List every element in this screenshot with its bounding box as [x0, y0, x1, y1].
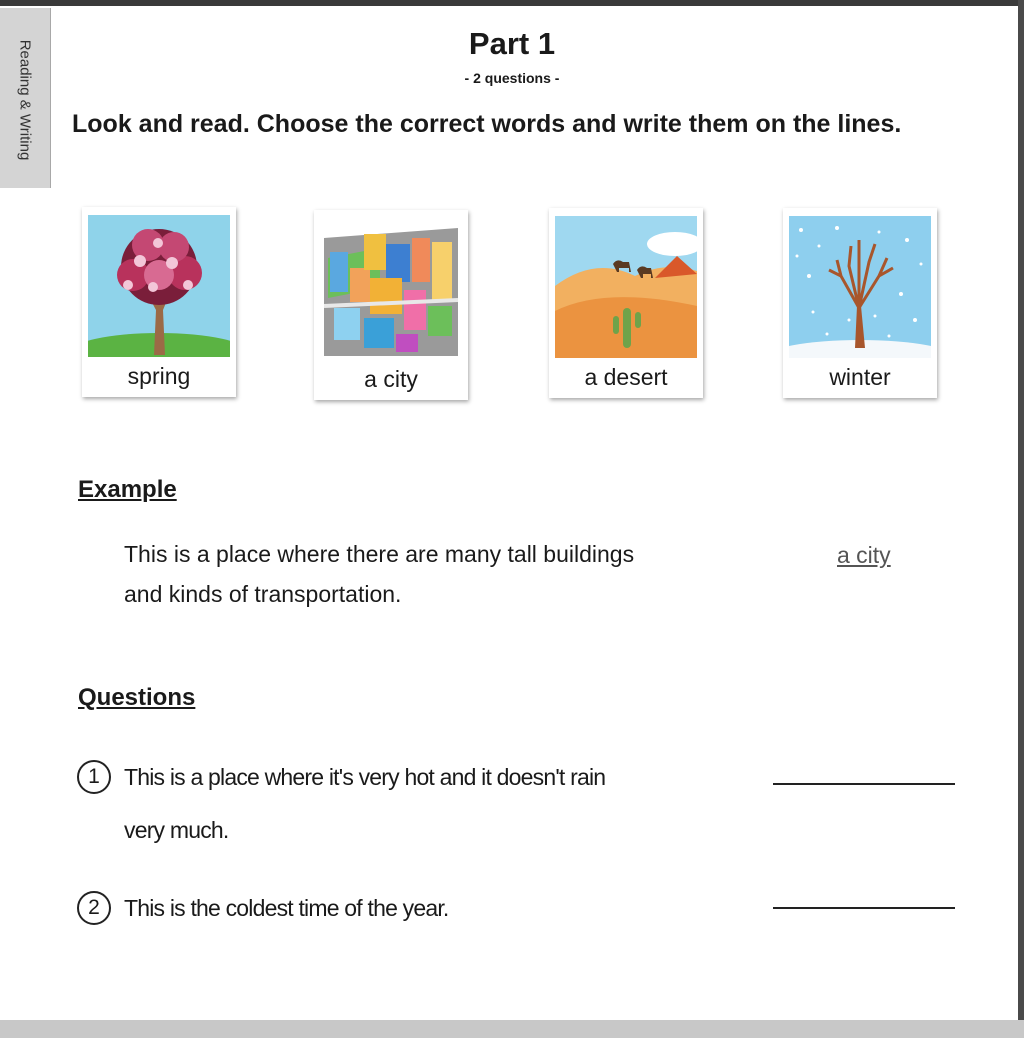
picture-card-city	[314, 210, 468, 400]
part-title: Part 1	[468, 26, 556, 61]
right-rule	[1018, 0, 1024, 1038]
card-label: a desert	[584, 364, 668, 390]
question-1-line1: This is a place where it's very hot and it doesn't rain	[124, 764, 606, 790]
bottom-bar	[0, 1020, 1024, 1038]
example-answer: a city	[837, 542, 891, 568]
example-heading: Example	[78, 476, 177, 503]
picture-card-spring	[82, 207, 236, 397]
instruction: Look and read. Choose the correct words and write them on the lines.	[72, 110, 902, 138]
part-subtitle: - 2 questions -	[464, 70, 560, 86]
side-tab-label: Reading & Writing	[16, 39, 34, 161]
card-label: spring	[127, 363, 191, 389]
card-label: a city	[364, 366, 418, 392]
picture-card-desert	[549, 208, 703, 398]
spring-tree-icon	[88, 215, 230, 357]
card-label: winter	[829, 364, 891, 390]
question-number: 2	[77, 891, 111, 925]
question-number: 1	[77, 760, 111, 794]
answer-line-2[interactable]	[773, 907, 955, 909]
picture-card-winter	[783, 208, 937, 398]
top-rule	[0, 0, 1024, 6]
example-text-line1: This is a place where there are many tall buildings	[124, 541, 635, 567]
desert-icon	[555, 216, 697, 358]
winter-tree-icon	[789, 216, 931, 358]
question-1-line2: very much.	[124, 817, 229, 843]
question-2-line1: This is the coldest time of the year.	[124, 895, 449, 921]
questions-heading: Questions	[78, 684, 196, 711]
example-text-line2: and kinds of transportation.	[124, 581, 402, 607]
city-icon	[320, 218, 462, 360]
answer-line-1[interactable]	[773, 783, 955, 785]
